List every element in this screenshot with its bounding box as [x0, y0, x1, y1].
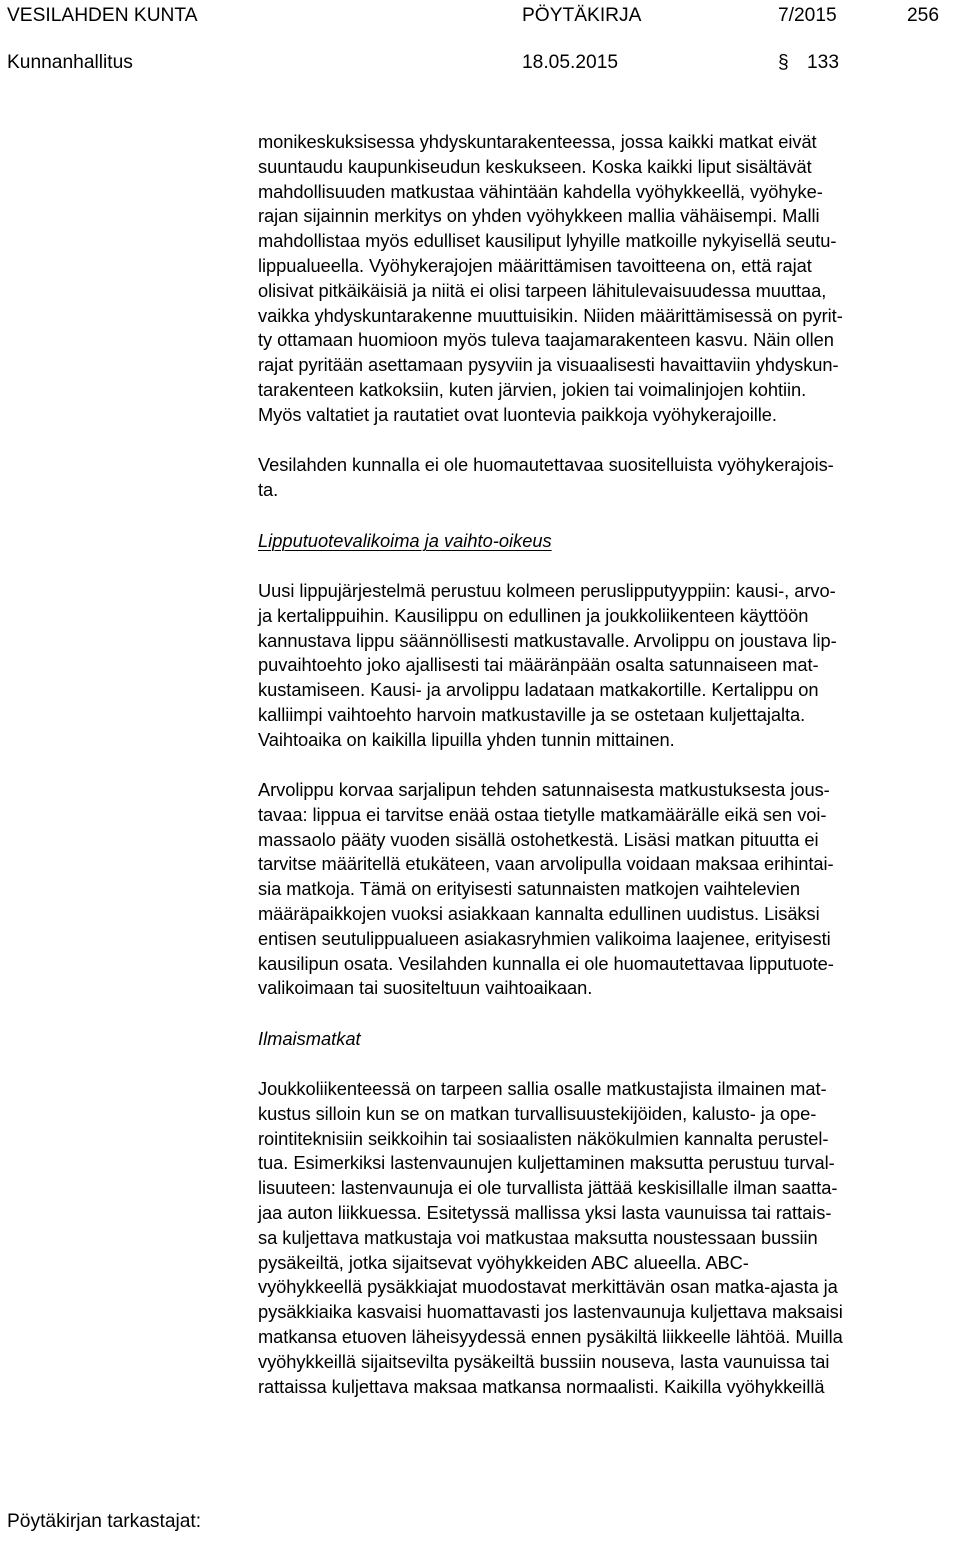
text-line: vyöhykkeellä pysäkkiajat muodostavat merkittävän osan matka-ajasta ja [258, 1276, 838, 1298]
paragraph-free-travel [258, 1077, 843, 1399]
organization-name: VESILAHDEN KUNTA [7, 5, 198, 26]
text-line: Arvolippu korvaa sarjalipun tehden satunnaisesta matkustuksesta jous- [258, 779, 830, 800]
text-line: massaolo pääty vuoden sisällä ostohetkestä. Lisäsi matkan pituutta ei [258, 828, 819, 850]
text-line: matkansa etuoven läheisyydessä ennen pysäkiltä liikkeelle lähtöä. Muilla [258, 1325, 843, 1347]
text-line: lippualueella. Vyöhykerajojen määrittämisen tavoitteena on, että rajat [258, 254, 812, 276]
text-line: Joukkoliikenteessä on tarpeen sallia osalle matkustajista ilmainen mat- [258, 1078, 827, 1099]
text-line: vaikka yhdyskuntarakenne muuttuisikin. Niiden määrittämisessä on pyrit- [258, 304, 843, 326]
section-number: 133 [807, 52, 840, 73]
reviewers-label: Pöytäkirjan tarkastajat: [7, 1511, 202, 1532]
text-line: entisen seutulippualueen asiakasryhmien valikoima laajenee, erityisesti [258, 927, 831, 949]
document-type: PÖYTÄKIRJA [522, 5, 642, 26]
text-line: Uusi lippujärjestelmä perustuu kolmeen peruslipputyyppiin: kausi-, arvo- [258, 580, 836, 601]
text-line: ta. [258, 478, 279, 500]
text-line: tarakenteen katkoksiin, kuten järvien, jokien tai voimalinjojen kohtiin. [258, 378, 807, 400]
text-line: lisuuteen: lastenvaunuja ei ole turvallista jättää keskisillalle ilman saatta- [258, 1177, 838, 1199]
text-line: Vaihtoaika on kaikilla lipuilla yhden tunnin mittainen. [258, 728, 675, 750]
section-heading-ticket-selection: Lipputuotevalikoima ja vaihto-oikeus [258, 530, 552, 551]
text-line: suuntaudu kaupunkiseudun keskukseen. Koska kaikki liput sisältävät [258, 155, 812, 177]
text-line: ja kertalippuihin. Kausilippu on edullinen ja joukkoliikenteen käyttöön [258, 604, 809, 626]
text-line: kustamiseen. Kausi- ja arvolippu ladataan matkakortille. Kertalippu on [258, 679, 819, 701]
paragraph-value-ticket [258, 778, 834, 1001]
text-line: pysäkeiltä, jotka sijaitsevat vyöhykkeiden ABC alueella. ABC- [258, 1251, 749, 1273]
text-line: tavaa: lippua ei tarvitse enää ostaa tietylle matkamäärälle eikä sen voi- [258, 803, 827, 825]
text-line: rointiteknisiin seikkoihin tai sosiaalisten näkökulmien kannalta perustel- [258, 1127, 829, 1149]
text-line: määräpaikkojen vuoksi asiakkaan kannalta edullinen uudistus. Lisäksi [258, 902, 820, 924]
text-line: kannustava lippu säännöllisesti matkustavalle. Arvolippu on joustava lip- [258, 629, 837, 651]
document-number: 7/2015 [778, 5, 837, 26]
text-line: sia matkoja. Tämä on erityisesti satunnaisten matkojen vaihtelevien [258, 878, 800, 900]
text-line: rajan sijainnin merkitys on yhden vyöhykkeen mallia vähäisempi. Malli [258, 205, 820, 227]
text-line: rattaissa kuljettava maksaa matkansa normaalisti. Kaikilla vyöhykkeillä [258, 1375, 825, 1397]
text-line: ty ottamaan huomioon myös tuleva taajamarakenteen kasvu. Näin ollen [258, 329, 834, 351]
text-line: puvaihtoehto joko ajallisesti tai määränpään osalta satunnaiseen mat- [258, 654, 819, 676]
text-line: mahdollisuuden matkustaa vähintään kahdella vyöhykkeellä, vyöhyke- [258, 180, 823, 202]
text-line: kustus silloin kun se on matkan turvallisuustekijöiden, kalusto- ja ope- [258, 1102, 817, 1124]
page-number: 256 [907, 5, 940, 26]
paragraph-ticket-types [258, 579, 837, 753]
section-heading-free-travel: Ilmaismatkat [258, 1028, 361, 1049]
text-line: tua. Esimerkiksi lastenvaunujen kuljettaminen maksutta perustuu turval- [258, 1152, 835, 1174]
text-line: monikeskuksisessa yhdyskuntarakenteessa, jossa kaikki matkat eivät [258, 131, 817, 152]
meeting-date: 18.05.2015 [522, 52, 619, 73]
text-line: Myös valtatiet ja rautatiet ovat luontevia paikkoja vyöhykerajoille. [258, 403, 777, 425]
text-line: pysäkkiaika kasvaisi huomattavasti jos lastenvaunuja kuljettava maksaisi [258, 1301, 843, 1323]
paragraph-zone-boundaries [258, 130, 843, 428]
text-line: olisivat pitkäikäisiä ja niitä ei olisi tarpeen lähitulevaisuudessa muuttaa, [258, 279, 827, 301]
meeting-body: Kunnanhallitus [7, 52, 133, 73]
text-line: tarvitse määritellä etukäteen, vaan arvolipulla voidaan maksaa erihintai- [258, 853, 834, 875]
text-line: Vesilahden kunnalla ei ole huomautettavaa suositelluista vyöhykerajois- [258, 454, 834, 475]
text-line: jaa auton liikkuessa. Esitetyssä mallissa yksi lasta vaunuissa tai rattais- [258, 1201, 832, 1223]
text-line: vyöhykkeillä sijaitsevilta pysäkeiltä bussiin nouseva, lasta vaunuissa tai [258, 1350, 830, 1372]
text-line: rajat pyritään asettamaan pysyviin ja visuaalisesti havaittaviin yhdyskun- [258, 354, 839, 376]
text-line: valikoimaan tai suositeltuun vaihtoaikaan. [258, 977, 593, 999]
text-line: sa kuljettava matkustaja voi matkustaa maksutta noustessaan bussiin [258, 1226, 818, 1248]
section-symbol: § [778, 52, 789, 73]
text-line: mahdollistaa myös edulliset kausiliput lyhyille matkoille nykyisellä seutu- [258, 230, 837, 252]
text-line: kalliimpi vaihtoehto harvoin matkustaville ja se ostetaan kuljettajalta. [258, 703, 806, 725]
paragraph-municipality-statement [258, 453, 834, 503]
text-line: kausilipun osata. Vesilahden kunnalla ei ole huomautettavaa lipputuote- [258, 952, 834, 974]
